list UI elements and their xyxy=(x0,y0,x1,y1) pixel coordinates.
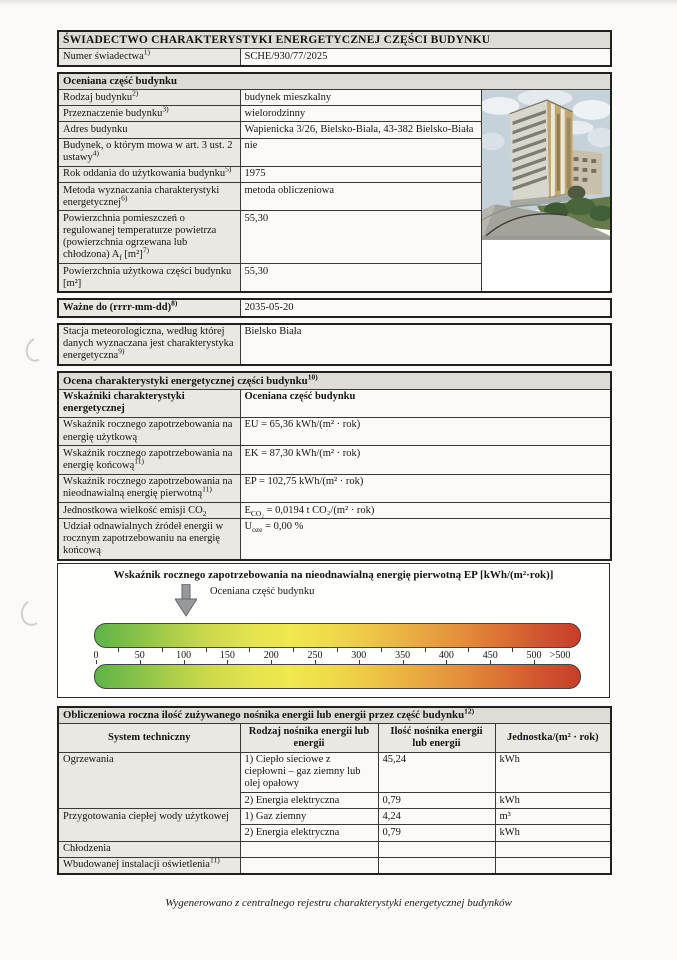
ep-scale-bar-top xyxy=(94,623,581,648)
table-row xyxy=(58,809,611,825)
consumption-header-unit: Jednostka/(m² · rok) xyxy=(495,724,611,752)
scale-tick-label: 350 xyxy=(395,649,411,661)
row-label: Przeznaczenie budynku$^{3)}$ xyxy=(58,106,240,122)
section-title-building: Oceniana część budynku xyxy=(58,73,611,90)
row-value: nie xyxy=(240,138,481,166)
scale-tick-label: >500 xyxy=(549,649,571,661)
page-title: ŚWIADECTWO CHARAKTERYSTYKI ENERGETYCZNEJ CZĘŚCI BUDYNKU xyxy=(58,31,611,49)
down-arrow-icon xyxy=(175,584,197,618)
amount-cell xyxy=(378,841,495,857)
row-label: Budynek, o którym mowa w art. 3 ust. 2 ustawy$^{4)}$ xyxy=(58,138,240,166)
ep-scale-title: Wskaźnik rocznego zapotrzebowania na nieodnawialną energię pierwotną EP [kWh/(m²·rok)] xyxy=(113,568,554,581)
carrier-cell: 2) Energia elektryczna xyxy=(240,793,378,809)
row-value: budynek mieszkalny xyxy=(240,90,481,106)
row-value: wielorodzinny xyxy=(240,106,481,122)
indicator-label: Wskaźnik rocznego zapotrzebowania na energię użytkową xyxy=(58,417,240,445)
indicator-value: EU = 65,36 kWh/(m² · rok) xyxy=(240,417,611,445)
scale-tick-label: 300 xyxy=(351,649,367,661)
footer-note: Wygenerowano z centralnego rejestru charakterystyki energetycznej budynków xyxy=(165,897,512,909)
indicator-value: $E_{CO_2} = 0,0194$ t CO₂/(m² · rok) xyxy=(240,503,611,519)
building-photo xyxy=(482,90,610,240)
row-label: Rodzaj budynku$^{2)}$ xyxy=(58,90,240,106)
unit-cell xyxy=(495,857,611,874)
consumption-header-system: System techniczny xyxy=(58,724,240,752)
carrier-cell: 2) Energia elektryczna xyxy=(240,825,378,841)
row-value: metoda obliczeniowa xyxy=(240,183,481,211)
table-row xyxy=(58,90,611,106)
carrier-cell xyxy=(240,857,378,874)
valid-until-table xyxy=(57,298,612,317)
table-row xyxy=(58,724,611,752)
row-value: 55,30 xyxy=(240,211,481,264)
consumption-header-amount: Ilość nośnika energii lub energii xyxy=(378,724,495,752)
row-value: Wapienicka 3/26, Bielsko-Biała, 43-382 Bielsko-Biała xyxy=(240,122,481,138)
row-label: Rok oddania do użytkowania budynku$^{5)}$ xyxy=(58,166,240,182)
indicator-value: $U_{oze} = 0,00$ % xyxy=(240,519,611,560)
row-value: 1975 xyxy=(240,166,481,182)
section-title-assessment: Ocena charakterystyki energetycznej części budynku$^{10)}$ xyxy=(58,372,611,389)
assessment-table xyxy=(57,371,612,561)
table-row xyxy=(58,372,611,389)
carrier-cell xyxy=(240,841,378,857)
table-row xyxy=(58,503,611,519)
amount-cell: 0,79 xyxy=(378,793,495,809)
indicator-label: Jednostkowa wielkość emisji $CO_2$ xyxy=(58,503,240,519)
scale-tick-label: 500 xyxy=(526,649,542,661)
amount-cell xyxy=(378,857,495,874)
table-row xyxy=(58,73,611,90)
table-row xyxy=(58,299,611,316)
scale-tick-label: 400 xyxy=(438,649,454,661)
table-row xyxy=(58,324,611,366)
certificate-number-label: Numer świadectwa$^{1)}$ xyxy=(58,49,240,66)
table-row xyxy=(58,446,611,474)
table-row xyxy=(58,389,611,417)
ep-scale-axis xyxy=(94,648,579,664)
indicator-value: EP = 102,75 kWh/(m² · rok) xyxy=(240,474,611,502)
indicator-value: EK = 87,30 kWh/(m² · rok) xyxy=(240,446,611,474)
scale-tick-label: 450 xyxy=(482,649,498,661)
unit-cell: kWh xyxy=(495,752,611,793)
scale-tick-label: 150 xyxy=(219,649,235,661)
table-row xyxy=(58,31,611,49)
carrier-cell: 1) Gaz ziemny xyxy=(240,809,378,825)
building-info-table xyxy=(57,72,612,294)
ep-marker-label: Oceniana część budynku xyxy=(210,585,315,597)
amount-cell: 4,24 xyxy=(378,809,495,825)
weather-station-label: Stacja meteorologiczna, według której danych wyznaczana jest charakterystyka energetyczna$^{9)}$ xyxy=(58,324,240,366)
system-label: Przygotowania ciepłej wody użytkowej xyxy=(58,809,240,841)
consumption-header-carrier: Rodzaj nośnika energii lub energii xyxy=(240,724,378,752)
indicator-label: Udział odnawialnych źródeł energii w rocznym zapotrzebowaniu na energię końcową xyxy=(58,519,240,560)
table-row xyxy=(58,417,611,445)
valid-until-value: 2035-05-20 xyxy=(240,299,611,316)
table-row xyxy=(58,752,611,793)
ep-scale-box xyxy=(57,563,610,698)
scale-tick-label: 50 xyxy=(134,649,145,661)
system-label: Chłodzenia xyxy=(58,841,240,857)
row-label: Powierzchnia pomieszczeń o regulowanej temperaturze powietrza (powierzchnia ogrzewana lub chłodzona) $A_f$ $[m^2]^{7)}$ xyxy=(58,211,240,264)
building-photo-cell xyxy=(481,90,611,293)
scale-tick-label: 250 xyxy=(307,649,323,661)
unit-cell xyxy=(495,841,611,857)
scale-tick-label: 100 xyxy=(176,649,192,661)
table-row xyxy=(58,519,611,560)
ep-scale-bar-bottom xyxy=(94,664,581,689)
weather-station-table xyxy=(57,323,612,367)
table-row xyxy=(58,474,611,502)
table-row xyxy=(58,841,611,857)
system-label: Wbudowanej instalacji oświetlenia$^{11)}$ xyxy=(58,857,240,874)
amount-cell: 45,24 xyxy=(378,752,495,793)
scan-curl-artifact xyxy=(18,596,48,628)
row-label: Metoda wyznaczania charakterystyki energetycznej$^{6)}$ xyxy=(58,183,240,211)
certificate-header-table xyxy=(57,30,612,67)
table-row xyxy=(58,707,611,724)
scale-tick-label: 0 xyxy=(93,649,99,661)
row-label: Adres budynku xyxy=(58,122,240,138)
table-row xyxy=(58,857,611,874)
consumption-table xyxy=(57,706,612,875)
section-title-consumption: Obliczeniowa roczna ilość zużywanego nośnika energii lub energii przez część budynku$^{12)}$ xyxy=(58,707,611,724)
certificate-sheet xyxy=(57,30,610,880)
certificate-number-value: SCHE/930/77/2025 xyxy=(240,49,611,66)
row-value: 55,30 xyxy=(240,264,481,293)
scan-curl-artifact xyxy=(22,334,51,365)
carrier-cell: 1) Ciepło sieciowe z ciepłowni – gaz ziemny lub olej opałowy xyxy=(240,752,378,793)
system-label: Ogrzewania xyxy=(58,752,240,809)
unit-cell: kWh xyxy=(495,825,611,841)
valid-until-label: Ważne do (rrrr-mm-dd)$^{8)}$ xyxy=(58,299,240,316)
indicator-label: Wskaźnik rocznego zapotrzebowania na energię końcową$^{11)}$ xyxy=(58,446,240,474)
unit-cell: kWh xyxy=(495,793,611,809)
assessment-col2-header: Oceniana część budynku xyxy=(240,389,611,417)
weather-station-value: Bielsko Biała xyxy=(240,324,611,366)
unit-cell: m³ xyxy=(495,809,611,825)
scale-tick-label: 200 xyxy=(263,649,279,661)
table-row xyxy=(58,49,611,66)
indicator-label: Wskaźnik rocznego zapotrzebowania na nieodnawialną energię pierwotną$^{11)}$ xyxy=(58,474,240,502)
amount-cell: 0,79 xyxy=(378,825,495,841)
ep-marker-row xyxy=(58,583,609,623)
assessment-col1-header: Wskaźniki charakterystyki energetycznej xyxy=(58,389,240,417)
row-label: Powierzchnia użytkowa części budynku [m²] xyxy=(58,264,240,293)
